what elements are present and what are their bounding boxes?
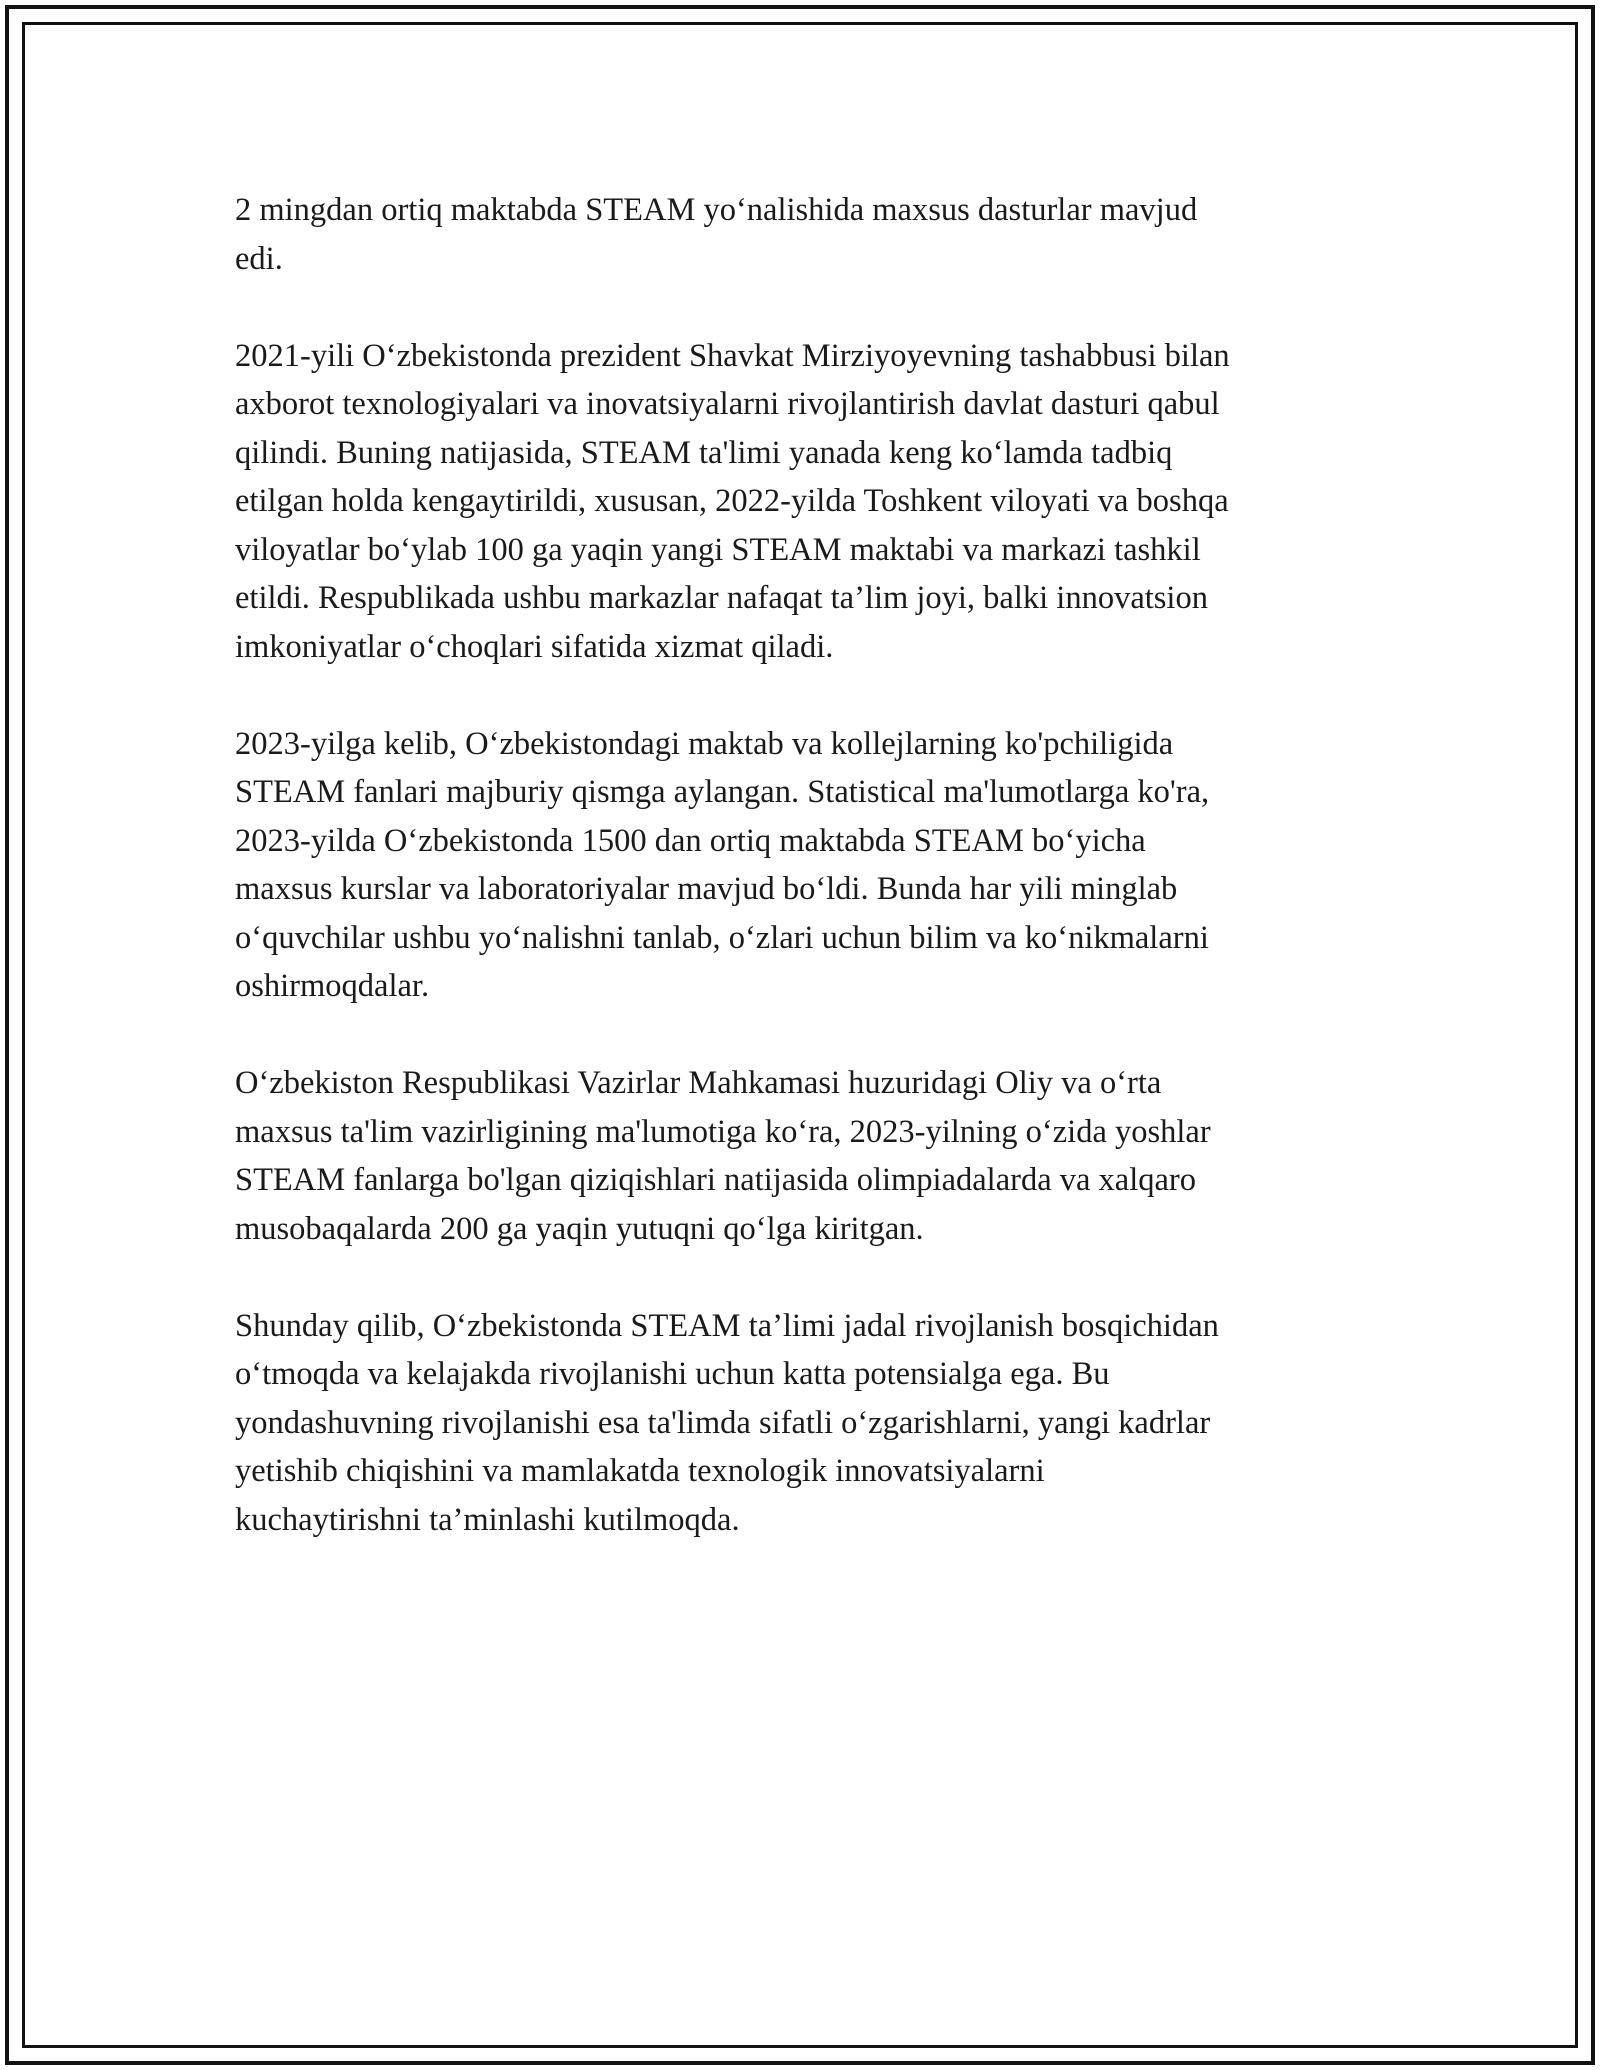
paragraph-2023-statistics: 2023-yilga kelib, O‘zbekistondagi maktab va kollejlarning ko'pchiligida STEAM fanlari majburiy qismga aylangan. Statistical ma'lumotlarga ko'ra, 2023-yilda O‘zbekistonda 1500 dan ortiq maktabda STEAM bo‘yicha maxsus kurslar va laboratoriyalar mavjud bo‘ldi. Bunda har yili minglab o‘quvchilar ushbu yo‘nalishni tanlab, o‘zlari uchun bilim va ko‘nikmalarni oshirmoqdalar. (235, 725, 1210, 1004)
paragraph-ministry-data: O‘zbekiston Respublikasi Vazirlar Mahkamasi huzuridagi Oliy va o‘rta maxsus ta'lim vazirligining ma'lumotiga ko‘ra, 2023-yilning o‘zida yoshlar STEAM fanlarga bo'lgan qiziqishlari natijasida olimpiadalarda va xalqaro musobaqalarda 200 ga yaqin yutuqni qo‘lga kiritgan. (235, 1065, 1211, 1247)
paragraph-steam-schools-intro: 2 mingdan ortiq maktabda STEAM yo‘nalishida maxsus dasturlar mavjud edi. (235, 192, 1198, 277)
paragraph-conclusion: Shunday qilib, O‘zbekistonda STEAM ta’limi jadal rivojlanish bosqichidan o‘tmoqda va kelajakda rivojlanishi uchun katta potensialga ega. Bu yondashuvning rivojlanishi esa ta'limda sifatli o‘zgarishlarni, yangi kadrlar yetishib chiqishini va mamlakatda texnologik innovatsiyalarni kuchaytirishni ta’minlashi kutilmoqda. (235, 1307, 1219, 1538)
paragraph-2021-program: 2021-yili O‘zbekistonda prezident Shavkat Mirziyoyevning tashabbusi bilan axborot texnologiyalari va inovatsiyalarni rivojlantirish davlat dasturi qabul qilindi. Buning natijasida, STEAM ta'limi yanada keng ko‘lamda tadbiq etilgan holda kengaytirildi, xususan, 2022-yilda Toshkent viloyati va boshqa viloyatlar bo‘ylab 100 ga yaqin yangi STEAM maktabi va markazi tashkil etildi. Respublikada ushbu markazlar nafaqat ta’lim joyi, balki innovatsion imkoniyatlar o‘choqlari sifatida xizmat qiladi. (235, 337, 1230, 665)
document-body (235, 186, 1405, 1593)
